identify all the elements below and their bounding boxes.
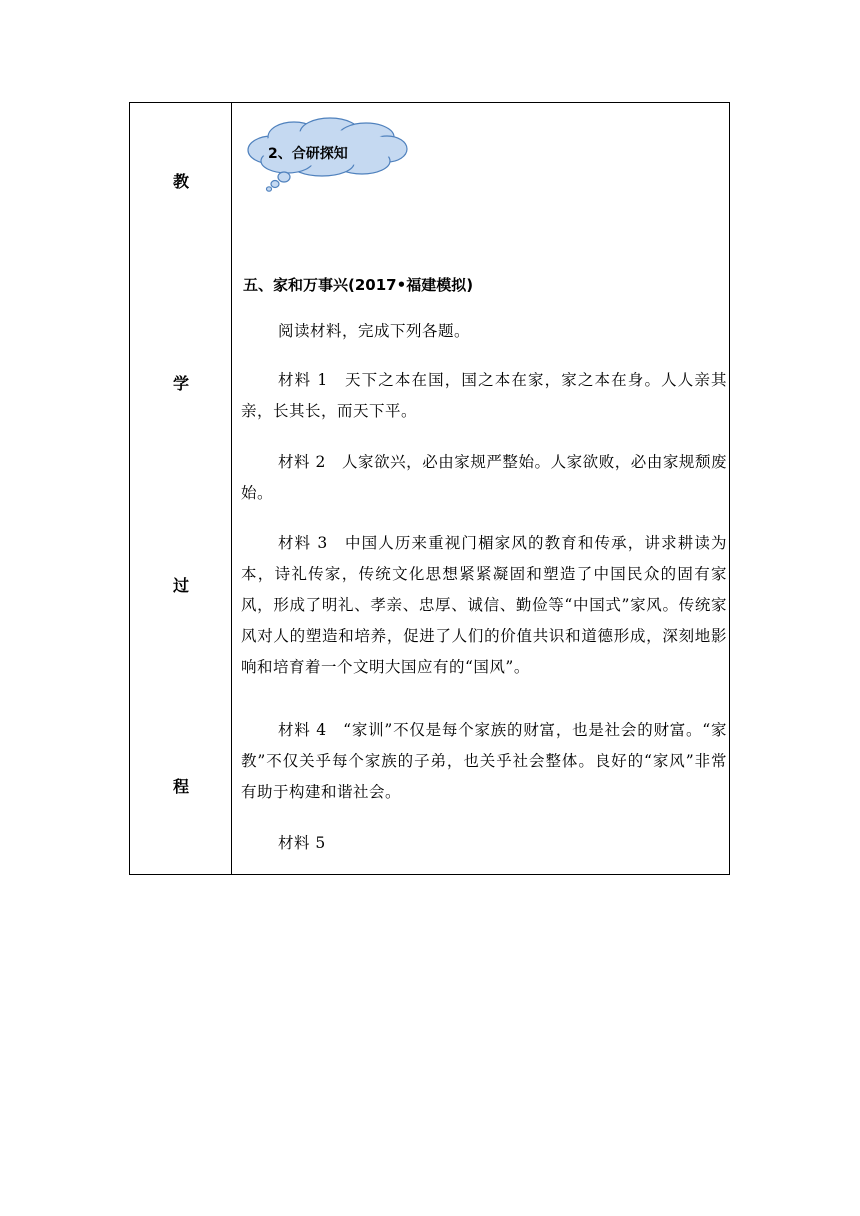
material-2: 材料 2 人家欲兴，必由家规严整始。人家欲败，必由家规颓废始。 xyxy=(241,453,727,502)
thought-cloud xyxy=(232,113,412,193)
side-label-guo: 过 xyxy=(172,576,189,595)
intro-paragraph: 阅读材料，完成下列各题。 xyxy=(278,322,471,340)
material-1: 材料 1 天下之本在国，国之本在家，家之本在身。人人亲其亲，长其长，而天下平。 xyxy=(241,371,727,420)
material-4: 材料 4 “家训”不仅是每个家族的财富，也是社会的财富。“家教”不仅关乎每个家族的子弟，也关乎社会整体。良好的“家风”非常有助于构建和谐社会。 xyxy=(241,721,727,801)
material-5: 材料 5 xyxy=(278,834,326,852)
side-label-jiao: 教 xyxy=(172,172,189,191)
section-heading: 五、家和万事兴(2017•福建模拟) xyxy=(243,276,474,294)
side-label-cheng: 程 xyxy=(172,777,189,796)
process-label-column xyxy=(130,103,232,874)
lesson-table xyxy=(129,102,730,875)
material-3: 材料 3 中国人历来重视门楣家风的教育和传承，讲求耕读为本，诗礼传家，传统文化思想紧紧凝固和塑造了中国民众的固有家风，形成了明礼、孝亲、忠厚、诚信、勤俭等“中国式”家风。传统家风对人的塑造和培养，促进了人们的价值共识和道德形成，深刻地影响和培育着一个文明大国应有的“国风”。 xyxy=(241,534,727,676)
side-label-xue: 学 xyxy=(172,374,189,393)
content-column xyxy=(232,103,729,874)
cloud-label: 2、合研探知 xyxy=(268,146,348,162)
